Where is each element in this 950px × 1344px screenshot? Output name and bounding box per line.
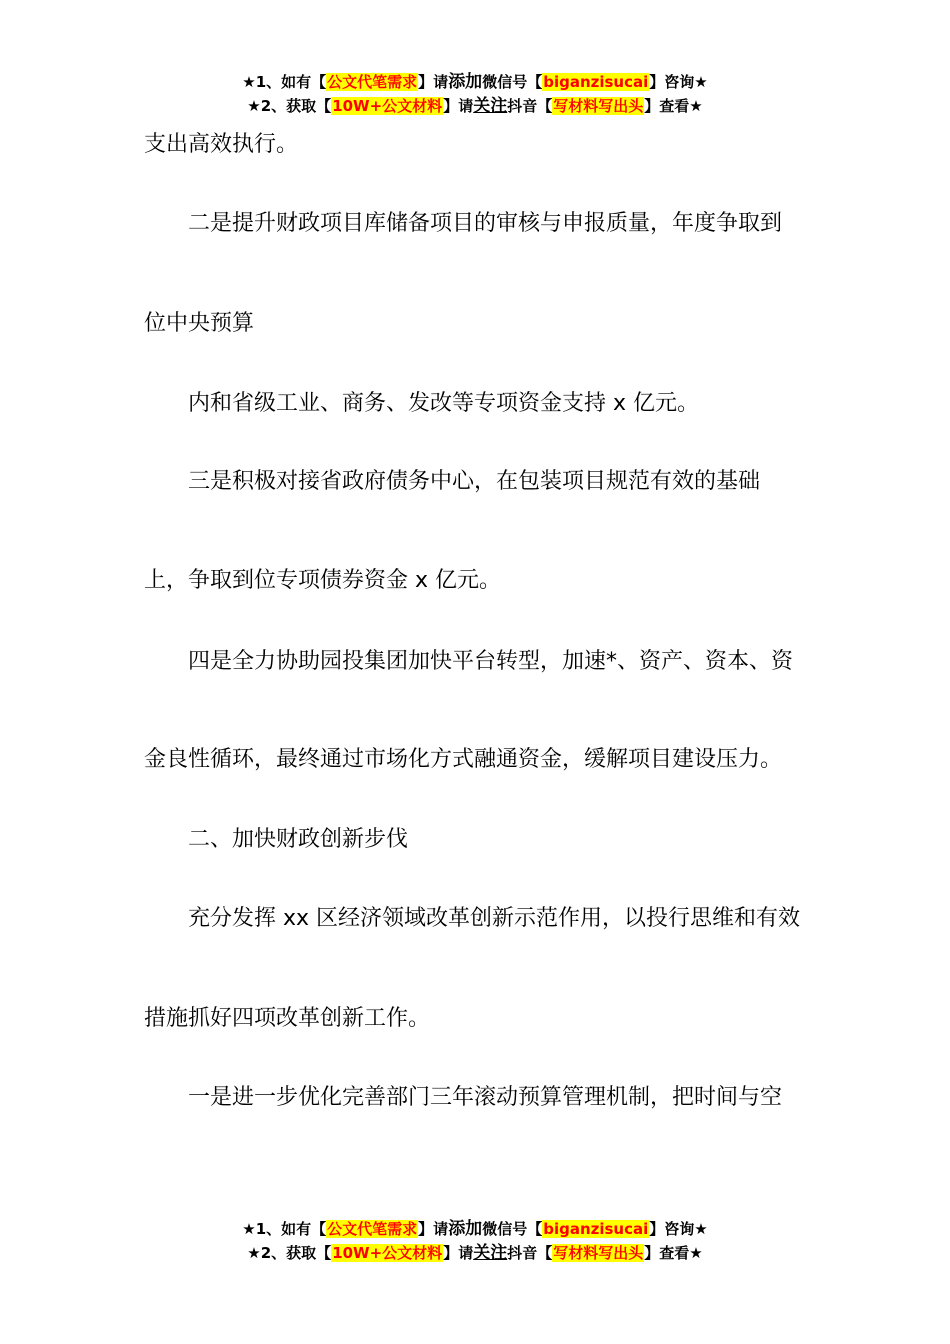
body-line: 措施抓好四项改革创新工作。 <box>144 1006 431 1031</box>
banner-highlight: 写材料写出头 <box>553 1244 644 1262</box>
banner-text: 微信号【 <box>482 1220 543 1238</box>
footer-banner <box>0 1217 950 1265</box>
header-line-1 <box>0 70 950 94</box>
banner-text: ★2、获取【 <box>247 1244 332 1262</box>
banner-text: 】请 <box>418 1220 449 1238</box>
banner-highlight: 公文代笔需求 <box>327 1220 418 1238</box>
banner-text: 微信号【 <box>482 73 543 91</box>
banner-highlight: 公文代笔需求 <box>327 73 418 91</box>
banner-text: 抖音【 <box>507 1244 553 1262</box>
banner-highlight: biganzisucai <box>543 73 649 91</box>
footer-line-1 <box>0 1217 950 1241</box>
banner-highlight: 10W+公文材料 <box>332 1244 443 1262</box>
banner-text: 抖音【 <box>507 97 553 115</box>
body-line: 充分发挥 xx 区经济领域改革创新示范作用，以投行思维和有效 <box>188 906 801 931</box>
banner-emphasis: 添加 <box>448 72 483 92</box>
banner-text: ★2、获取【 <box>247 97 332 115</box>
banner-text: ★1、如有【 <box>242 1220 327 1238</box>
body-line: 支出高效执行。 <box>144 132 299 157</box>
banner-text: 】查看★ <box>644 97 703 115</box>
header-line-2 <box>0 94 950 118</box>
body-line: 金良性循环，最终通过市场化方式融通资金，缓解项目建设压力。 <box>144 747 783 772</box>
banner-emphasis: 添加 <box>448 1219 483 1239</box>
body-line: 二是提升财政项目库储备项目的审核与申报质量，年度争取到 <box>188 211 783 236</box>
banner-text: 】请 <box>443 1244 474 1262</box>
banner-emphasis: 关注 <box>473 96 508 116</box>
banner-text: 】请 <box>443 97 474 115</box>
banner-text: 】请 <box>418 73 449 91</box>
body-line: 一是进一步优化完善部门三年滚动预算管理机制，把时间与空 <box>188 1085 783 1110</box>
body-line: 三是积极对接省政府债务中心，在包装项目规范有效的基础 <box>188 469 761 494</box>
banner-text: ★1、如有【 <box>242 73 327 91</box>
banner-highlight: 写材料写出头 <box>553 97 644 115</box>
body-line: 内和省级工业、商务、发改等专项资金支持 x 亿元。 <box>188 391 700 416</box>
banner-text: 】咨询★ <box>649 1220 708 1238</box>
header-banner <box>0 70 950 118</box>
body-line: 上，争取到位专项债券资金 x 亿元。 <box>144 568 502 593</box>
banner-text: 】查看★ <box>644 1244 703 1262</box>
banner-highlight: biganzisucai <box>543 1220 649 1238</box>
section-heading: 二、加快财政创新步伐 <box>188 827 409 852</box>
banner-highlight: 10W+公文材料 <box>332 97 443 115</box>
body-line: 四是全力协助园投集团加快平台转型，加速*、资产、资本、资 <box>188 649 794 674</box>
footer-line-2 <box>0 1241 950 1265</box>
banner-text: 】咨询★ <box>649 73 708 91</box>
body-line: 位中央预算 <box>144 311 255 336</box>
banner-emphasis: 关注 <box>473 1243 508 1263</box>
